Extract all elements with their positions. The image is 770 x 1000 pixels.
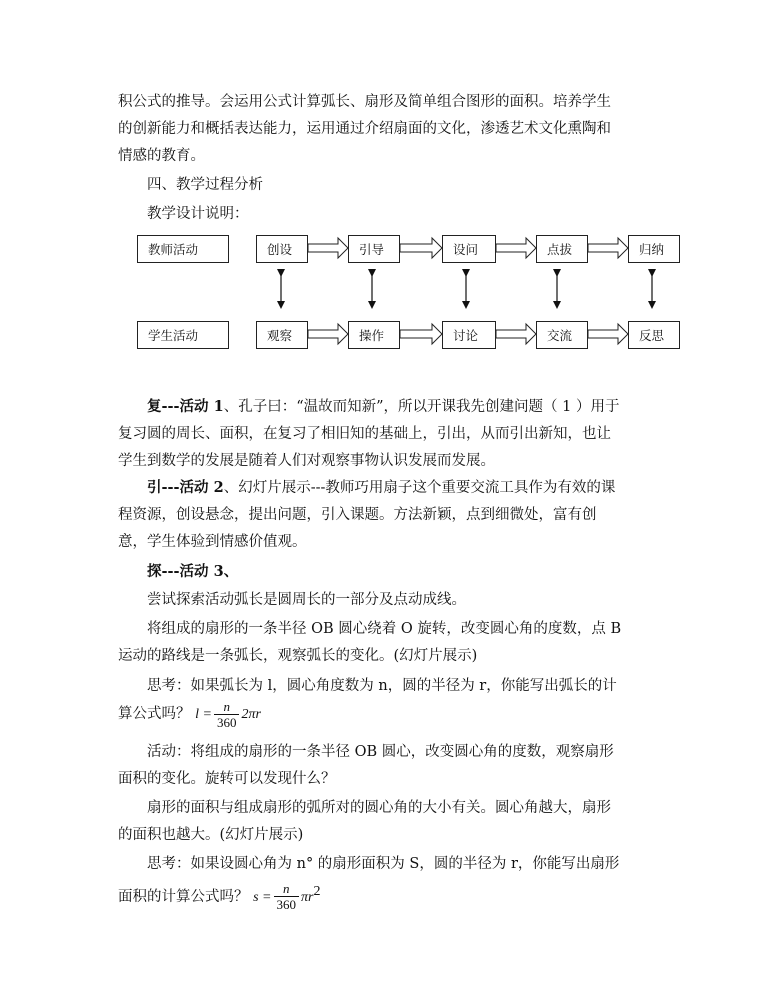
- student-step-2: 操作: [348, 321, 400, 349]
- activity2-line-1: [147, 478, 615, 498]
- formula2-fraction: [274, 881, 300, 912]
- activity3-p2-line-1: 将组成的扇形的一条半径 OB 圆心绕着 O 旋转，改变圆心角的度数，点 B: [147, 621, 622, 637]
- think1-question: 算公式吗？: [118, 706, 191, 722]
- flow-arrow: [588, 238, 628, 258]
- teacher-step-2: 引导: [348, 235, 400, 263]
- student-activity-label: 学生活动: [137, 321, 229, 349]
- teacher-step-5: 归纳: [628, 235, 680, 263]
- flow-arrow: [400, 238, 442, 258]
- formula1-lhs: l =: [195, 707, 212, 722]
- student-step-3: 讨论: [442, 321, 496, 349]
- formula2-rhs: πr: [301, 889, 314, 905]
- teacher-step-4: 点拔: [536, 235, 588, 263]
- activity3-think2-line-2: [118, 876, 320, 914]
- activity1-text-1: 、孔子曰：“温故而知新”，所以开课我先创建问题（ 1 ）用于: [223, 399, 620, 415]
- formula2-lhs: s =: [253, 889, 272, 905]
- section-heading: 四、教学过程分析: [147, 177, 263, 193]
- activity3-p1: 尝试探索活动弧长是圆周长的一部分及点动成线。: [147, 592, 466, 608]
- teacher-step-1: 创设: [256, 235, 308, 263]
- teacher-activity-label: 教师活动: [137, 235, 229, 263]
- flow-arrow: [400, 324, 442, 344]
- activity3-think2-line-1: 思考：如果设圆心角为 n° 的扇形面积为 S，圆的半径为 r，你能写出扇形: [147, 856, 620, 872]
- think2-question: 面积的计算公式吗？: [118, 888, 249, 905]
- design-heading: 教学设计说明：: [147, 206, 249, 222]
- activity3-lead: 探---活动 3、: [147, 563, 239, 580]
- student-step-4: 交流: [536, 321, 588, 349]
- activity2-line-3: 意，学生体验到情感价值观。: [118, 534, 307, 550]
- activity3-p3-line-1: 活动：将组成的扇形的一条半径 OB 圆心，改变圆心角的度数，观察扇形: [147, 744, 614, 760]
- activity2-text-1: 、幻灯片展示---教师巧用扇子这个重要交流工具作为有效的课: [223, 480, 616, 496]
- intro-line-3: 情感的教育。: [118, 148, 205, 164]
- intro-line-2: 的创新能力和概括表达能力，运用通过介绍扇面的文化，渗透艺术文化熏陶和: [118, 121, 611, 137]
- formula2-denominator: 360: [274, 896, 300, 912]
- intro-line-1: 积公式的推导。会运用公式计算弧长、扇形及简单组合图形的面积。培养学生: [118, 94, 611, 110]
- teacher-step-3: 设问: [442, 235, 496, 263]
- formula1-numerator: n: [223, 698, 230, 714]
- activity1-line-2: 复习圆的周长、面积，在复习了相旧知的基础上，引出，从而引出新知，也让: [118, 426, 611, 442]
- flow-arrow: [308, 238, 348, 258]
- activity2-line-2: 程资源，创设悬念，提出问题，引入课题。方法新颖，点到细微处，富有创: [118, 507, 597, 523]
- formula1-fraction: [214, 699, 240, 730]
- flow-arrow: [496, 238, 536, 258]
- activity2-lead: 引---活动 2: [147, 479, 224, 496]
- flow-arrow: [308, 324, 348, 344]
- activity3-p3-line-2: 面积的变化。旋转可以发现什么？: [118, 771, 336, 787]
- formula1-denominator: 360: [214, 714, 240, 730]
- activity1-line-3: 学生到数学的发展是随着人们对观察事物认识发展而发展。: [118, 453, 495, 469]
- activity3-think1-line-1: 思考：如果弧长为 l，圆心角度数为 n，圆的半径为 r，你能写出弧长的计: [147, 678, 617, 694]
- formula2-exponent: 2: [313, 884, 321, 899]
- student-step-1: 观察: [256, 321, 308, 349]
- activity1-line-1: [147, 397, 619, 417]
- formula2-numerator: n: [283, 881, 290, 897]
- activity1-lead: 复---活动 1: [147, 398, 224, 415]
- activity3-p4-line-1: 扇形的面积与组成扇形的弧所对的圆心角的大小有关。圆心角越大，扇形: [147, 800, 611, 816]
- flow-arrow: [588, 324, 628, 344]
- flow-arrow: [496, 324, 536, 344]
- diagram-connectors: [0, 0, 770, 360]
- activity3-p2-line-2: 运动的路线是一条弧长，观察弧长的变化。(幻灯片展示): [118, 648, 478, 664]
- activity3-p4-line-2: 的面积也越大。(幻灯片展示): [118, 827, 304, 843]
- activity3-think1-line-2: [118, 698, 261, 731]
- student-step-5: 反思: [628, 321, 680, 349]
- formula1-rhs: 2πr: [241, 707, 261, 722]
